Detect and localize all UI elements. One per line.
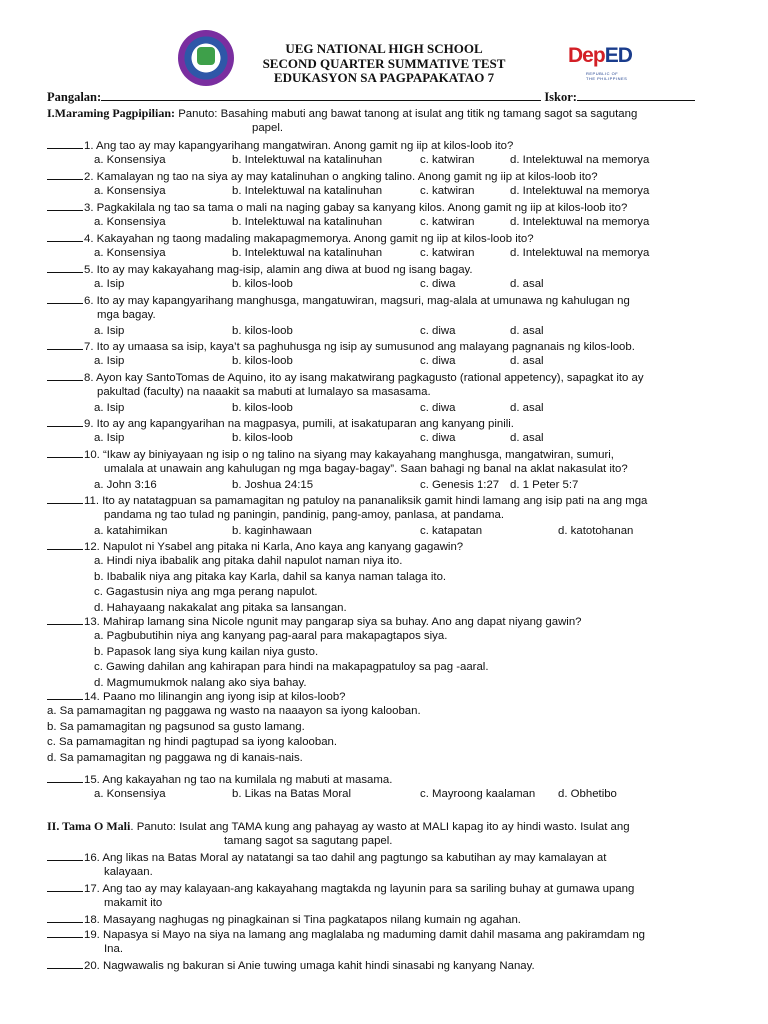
choice-option[interactable]: b. Intelektuwal na katalinuhan (232, 216, 383, 229)
choice-option[interactable]: d. Hahayaang nakakalat ang pitaka sa lansangan. (94, 601, 347, 614)
choice-option[interactable]: d. Magmumukmok nalang ako siya bahay. (94, 676, 307, 689)
choice-option[interactable]: b. kilos-loob (232, 432, 293, 445)
question-text: 7. Ito ay umaasa sa isip, kaya’t sa paghuhusga ng isip ay sumusunod ang malayang pagnanais ng kilos-loob. (84, 341, 635, 353)
part1-instruction-text: Panuto: Basahing mabuti ang bawat tanong at isulat ang titik ng tamang sagot sa sagutang (178, 108, 638, 120)
choice-option[interactable]: d. Intelektuwal na memorya (510, 154, 650, 167)
choice-option[interactable]: b. kilos-loob (232, 355, 293, 368)
statement-text-cont: makamit ito (104, 897, 163, 910)
score-line[interactable] (577, 90, 695, 101)
question-row (47, 773, 737, 786)
choice-option[interactable]: c. Gawing dahilan ang kahirapan para hindi na makapagpatuloy sa pag -aaral. (94, 661, 489, 674)
score-label: Iskor: (544, 90, 577, 104)
answer-blank[interactable] (47, 540, 83, 550)
answer-blank[interactable] (47, 340, 83, 350)
statement-text-cont: kalayaan. (104, 866, 153, 879)
choice-option[interactable]: a. Konsensiya (94, 154, 166, 167)
choice-option[interactable]: c. katwiran (420, 185, 475, 198)
answer-blank[interactable] (47, 928, 83, 938)
deped-logo-icon: DepED REPUBLIC OF THE PHILIPPINES (568, 44, 632, 81)
question-text: 1. Ang tao ay may kapangyarihang mangatwiran. Anong gamit ng iip at kilos-loob ito? (84, 140, 514, 152)
question-text: 4. Kakayahan ng taong madaling makapagmemorya. Anong gamit ng iip at kilos-loob ito? (84, 233, 534, 245)
question-text: 8. Ayon kay SantoTomas de Aquino, ito ay isang makatwirang pagkagusto (rational appetency), sapagkat ito ay (84, 372, 644, 384)
statement-text-cont: Ina. (104, 943, 123, 956)
choice-option[interactable]: c. katwiran (420, 216, 475, 229)
question-text: 14. Paano mo lilinangin ang iyong isip at kilos-loob? (84, 691, 346, 703)
statement-row (47, 928, 737, 941)
choice-option[interactable]: c. diwa (420, 278, 456, 291)
question-text: 11. Ito ay natatagpuan sa pamamagitan ng patuloy na pananaliksik gamit hindi lamang ang isip pati na ang mga (84, 495, 648, 507)
statement-text: 17. Ang tao ay may kalayaan-ang kakayahang magtakda ng layunin para sa sariling buhay at gumawa upang (84, 883, 635, 895)
choice-option[interactable]: a. Isip (94, 432, 125, 445)
choice-option[interactable]: a. Isip (94, 355, 125, 368)
answer-blank[interactable] (47, 417, 83, 427)
part1-instruction (47, 106, 637, 121)
choice-option[interactable]: a. katahimikan (94, 524, 168, 537)
choice-option[interactable]: c. diwa (420, 355, 456, 368)
statement-text: 19. Napasya si Mayo na siya na lamang ang maglalaba ng maduming damit dahil masama ang pakiramdam ng (84, 929, 645, 941)
question-text-cont: pakultad (faculty) na naaakit sa mabuti at lumalayo sa masasama. (97, 386, 431, 399)
choice-option[interactable]: b. Papasok lang siya kung kailan niya gusto. (94, 645, 319, 658)
choice-option[interactable]: a. Pagbubutihin niya ang kanyang pag-aaral para makapagtapos siya. (94, 630, 448, 643)
choice-option[interactable]: a. Hindi niya ibabalik ang pitaka dahil napulot naman niya ito. (94, 555, 403, 568)
part2-instruction (47, 819, 630, 834)
question-row (47, 448, 737, 461)
question-text-cont: mga bagay. (97, 309, 156, 322)
choice-option[interactable]: c. katapatan (420, 524, 483, 537)
answer-blank[interactable] (47, 494, 83, 504)
choice-option[interactable]: b. Likas na Batas Moral (232, 788, 352, 801)
question-row (47, 263, 737, 276)
question-row (47, 170, 737, 183)
choice-option[interactable]: d. Obhetibo (558, 788, 617, 801)
statement-text: 18. Masayang naghugas ng pinagkainan si Tina pagkatapos nilang kumain ng agahan. (84, 914, 521, 926)
name-row (47, 90, 695, 105)
choice-option[interactable]: b. kilos-loob (232, 401, 293, 414)
answer-blank[interactable] (47, 615, 83, 625)
choice-option[interactable]: b. Intelektuwal na katalinuhan (232, 185, 383, 198)
choice-option[interactable]: b. kilos-loob (232, 324, 293, 337)
choice-option[interactable]: d. Intelektuwal na memorya (510, 247, 650, 260)
question-row (47, 540, 737, 553)
answer-blank[interactable] (47, 882, 83, 892)
choice-option[interactable]: b. Sa pamamagitan ng pagsunod sa gusto lamang. (47, 720, 305, 733)
choice-option[interactable]: a. Sa pamamagitan ng paggawa ng wasto na naaayon sa iyong kalooban. (47, 705, 421, 718)
school-name: UEG NATIONAL HIGH SCHOOL (285, 41, 483, 56)
choice-option[interactable]: d. katotohanan (558, 524, 634, 537)
choice-option[interactable]: c. diwa (420, 401, 456, 414)
choice-option[interactable]: d. Sa pamamagitan ng paggawa ng di kanais-nais. (47, 751, 303, 764)
answer-blank[interactable] (47, 201, 83, 211)
choice-option[interactable]: a. Isip (94, 401, 125, 414)
question-text: 15. Ang kakayahan ng tao na kumilala ng mabuti at masama. (84, 774, 393, 786)
test-title: SECOND QUARTER SUMMATIVE TEST (262, 55, 506, 71)
answer-blank[interactable] (47, 851, 83, 861)
choice-option[interactable]: d. 1 Peter 5:7 (510, 478, 579, 491)
choice-option[interactable]: c. diwa (420, 432, 456, 445)
choice-option[interactable]: d. asal (510, 432, 544, 445)
question-text: 2. Kamalayan ng tao na siya ay may katalinuhan o angking talino. Anong gamit ng iip at kilos-loob ito? (84, 171, 598, 183)
choice-option[interactable]: d. asal (510, 401, 544, 414)
subject-title: EDUKASYON SA PAGPAPAKATAO 7 (273, 70, 495, 85)
question-row (47, 417, 737, 430)
statement-text: 16. Ang likas na Batas Moral ay natatangi sa tao dahil ang pagtungo sa kabutihan ay may kamalayan at (84, 852, 607, 864)
question-text: 12. Napulot ni Ysabel ang pitaka ni Karla, Ano kaya ang kanyang gagawin? (84, 541, 464, 553)
choice-option[interactable]: c. diwa (420, 324, 456, 337)
question-text: 3. Pagkakilala ng tao sa tama o mali na naging gabay sa kanyang kilos. Anong gamit ng iip at kilos-loob ito? (84, 202, 628, 214)
name-line[interactable] (101, 90, 541, 101)
choice-option[interactable]: d. asal (510, 355, 544, 368)
statement-row (47, 959, 737, 972)
choice-option[interactable]: d. asal (510, 278, 544, 291)
question-row (47, 494, 737, 507)
name-label: Pangalan: (47, 90, 102, 104)
choice-option[interactable]: a. Konsensiya (94, 185, 166, 198)
answer-blank[interactable] (47, 959, 83, 969)
answer-blank[interactable] (47, 263, 83, 273)
answer-blank[interactable] (47, 448, 83, 458)
question-row (47, 690, 737, 703)
part2-instruction-text: . Panuto: Isulat ang TAMA kung ang pahayag ay wasto at MALI kapag ito ay hindi wasto. Isulat ang (130, 821, 630, 833)
statement-text: 20. Nagwawalis ng bakuran si Anie tuwing umaga kahit hindi sinasabi ng kanyang Nanay. (84, 960, 535, 972)
question-text-cont: umalala at unawain ang kahulugan ng mga bagay-bagay”. Saan bahagi ng banal na aklat nakasulat ito? (104, 463, 628, 476)
answer-blank[interactable] (47, 170, 83, 180)
question-row (47, 201, 737, 214)
choice-option[interactable]: b. Intelektuwal na katalinuhan (232, 247, 383, 260)
choice-option[interactable]: c. Gagastusin niya ang mga perang napulot. (94, 586, 318, 599)
answer-blank[interactable] (47, 773, 83, 783)
answer-blank[interactable] (47, 913, 83, 923)
question-text: 13. Mahirap lamang sina Nicole ngunit may pangarap siya sa buhay. Ano ang dapat niyang gawin? (84, 616, 582, 628)
choice-option[interactable]: c. katwiran (420, 247, 475, 260)
title-block (0, 42, 768, 86)
choice-option[interactable]: d. Intelektuwal na memorya (510, 185, 650, 198)
question-row (47, 294, 737, 307)
part1-instruction-cont: papel. (252, 122, 284, 134)
exam-header (0, 30, 768, 92)
deped-sub: REPUBLIC OF THE PHILIPPINES (586, 71, 628, 81)
answer-blank[interactable] (47, 294, 83, 304)
choice-option[interactable]: b. kaginhawaan (232, 524, 312, 537)
question-text: 5. Ito ay may kakayahang mag-isip, alamin ang diwa at buod ng isang bagay. (84, 264, 473, 276)
question-row (47, 232, 737, 245)
choice-option[interactable]: a. Konsensiya (94, 788, 166, 801)
answer-blank[interactable] (47, 232, 83, 242)
choice-option[interactable]: b. kilos-loob (232, 278, 293, 291)
question-row (47, 371, 737, 384)
question-text: 10. “Ikaw ay biniyayaan ng isip o ng talino na siyang may kakayahang manghusga, mangatwiran, sumuri, (84, 449, 614, 461)
choice-option[interactable]: a. Isip (94, 278, 125, 291)
statement-row (47, 882, 737, 895)
question-row (47, 340, 737, 353)
choice-option[interactable]: b. Ibabalik niya ang pitaka kay Karla, dahil sa kanya naman talaga ito. (94, 570, 447, 583)
answer-blank[interactable] (47, 371, 83, 381)
choice-option[interactable]: a. Konsensiya (94, 216, 166, 229)
statement-row (47, 913, 737, 926)
part1-title: I.Maraming Pagpipilian: (47, 106, 176, 120)
question-text-cont: pandama ng tao tulad ng paningin, pandinig, pang-amoy, panlasa, at pandama. (104, 509, 505, 522)
statement-row (47, 851, 737, 864)
question-text: 6. Ito ay may kapangyarihang manghusga, mangatuwiran, magsuri, mag-alala at umunawa ng kahulugan ng (84, 295, 630, 307)
part2-instruction-cont: tamang sagot sa sagutang papel. (224, 835, 393, 847)
answer-blank[interactable] (47, 139, 83, 149)
choice-option[interactable]: c. Mayroong kaalaman (420, 788, 536, 801)
choice-option[interactable]: d. asal (510, 324, 544, 337)
choice-option[interactable]: c. katwiran (420, 154, 475, 167)
answer-blank[interactable] (47, 690, 83, 700)
question-row (47, 139, 737, 152)
choice-option[interactable]: d. Intelektuwal na memorya (510, 216, 650, 229)
choice-option[interactable]: b. Joshua 24:15 (232, 478, 314, 491)
choice-option[interactable]: b. Intelektuwal na katalinuhan (232, 154, 383, 167)
choice-option[interactable]: a. Isip (94, 324, 125, 337)
question-row (47, 615, 737, 628)
part2-title: II. Tama O Mali (47, 819, 131, 833)
choice-option[interactable]: c. Genesis 1:27 (420, 478, 500, 491)
question-text: 9. Ito ay ang kapangyarihan na magpasya, pumili, at isakatuparan ang kanyang pinili. (84, 418, 514, 430)
choice-option[interactable]: a. John 3:16 (94, 478, 157, 491)
choice-option[interactable]: a. Konsensiya (94, 247, 166, 260)
choice-option[interactable]: c. Sa pamamagitan ng hindi pagtupad sa iyong kalooban. (47, 736, 338, 749)
